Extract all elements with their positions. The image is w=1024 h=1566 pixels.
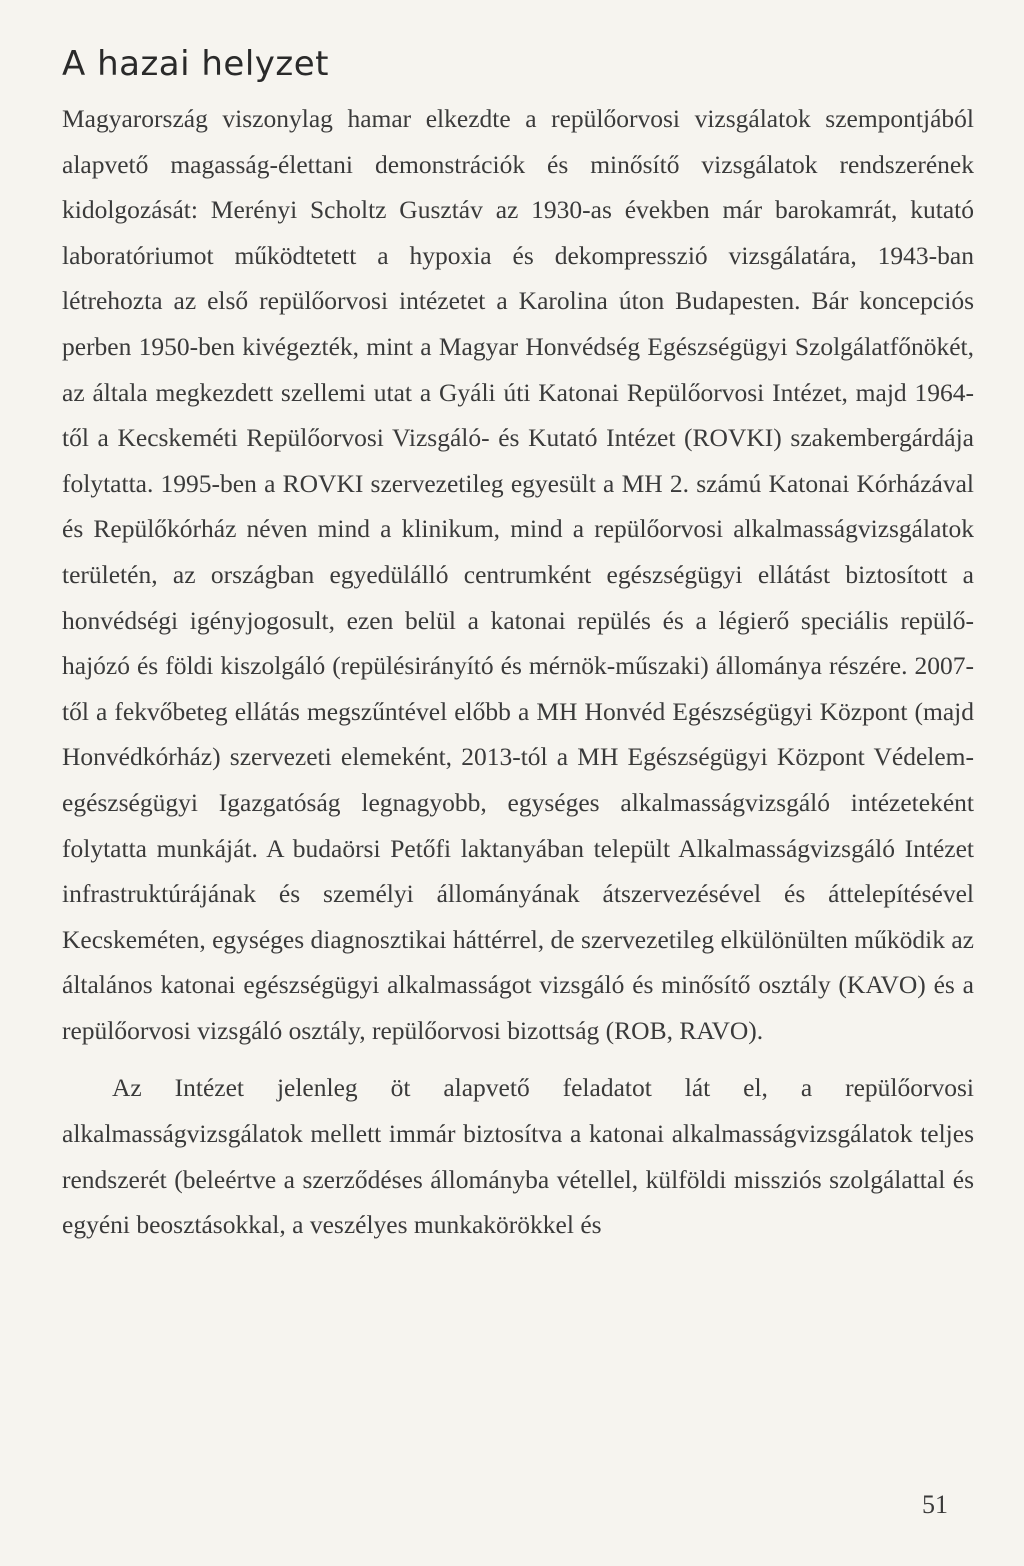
- paragraph-2: Az Intézet jelenleg öt alapvető feladatot lát el, a repülőorvosi alkalmasságvizsgálatok mellett immár biztosítva a katonai alkalmasságvizsgálatok teljes rendszerét (beleértve a szerződéses állományba vétellel, külföldi missziós szolgálattal és egyéni beosztásokkal, a veszélyes munkakörökkel és: [62, 1073, 974, 1240]
- section-heading: A hazai helyzet: [62, 44, 330, 84]
- page-number: 51: [922, 1490, 948, 1519]
- paragraph-1: Magyarország viszonylag hamar elkezdte a repülőorvosi vizsgálatok szempontjából alapvető magasság-élettani demonstrációk és minősítő vizsgálatok rendszerének kidolgozását: Merényi Scholtz Gusztáv az 1930-as években már barokamrát, kutató laboratóriumot működtetett a hypoxia és dekompresszió vizsgálatára, 1943-ban létrehozta az első repülőorvosi intézetet a Karolina úton Budapesten. Bár koncepciós perben 1950-ben kivégezték, mint a Magyar Honvédség Egészségügyi Szolgálatfőnökét, az általa megkezdett szellemi utat a Gyáli úti Katonai Repülőorvosi Intézet, majd 1964-től a Kecskeméti Repülőorvosi Vizsgáló- és Kutató Intézet (ROVKI) szakembergárdája folytatta. 1995-ben a ROVKI szervezetileg egyesült a MH 2. számú Katonai Kórházával és Repülőkórház néven mind a klinikum, mind a repülőorvosi alkalmasságvizsgálatok területén, az országban egyedülálló centrumként egészségügyi ellátást biztosított a honvédségi igényjogosult, ezen belül a katonai repülés és a légierő speciális repülő-hajózó és földi kiszolgáló (repülésirányító és mérnök-műszaki) állománya részére. 2007-től a fekvőbeteg ellátás megszűntével előbb a MH Honvéd Egészségügyi Központ (majd Honvédkórház) szervezeti elemeként, 2013-tól a MH Egészségügyi Központ Védelem-egészségügyi Igazgatóság legnagyobb, egységes alkalmasságvizsgáló intézeteként folytatta munkáját. A budaörsi Petőfi laktanyában települt Alkalmasságvizsgáló Intézet infrastruktúrájának és személyi állományának átszervezésével és áttelepítésével Kecskeméten, egységes diagnosztikai háttérrel, de szervezetileg elkülönülten működik az általános katonai egészségügyi alkalmasságot vizsgáló és minősítő osztály (KAVO) és a repülőorvosi vizsgáló osztály, repülőorvosi bizottság (ROB, RAVO).: [62, 104, 974, 1045]
- body-text: [62, 96, 974, 1248]
